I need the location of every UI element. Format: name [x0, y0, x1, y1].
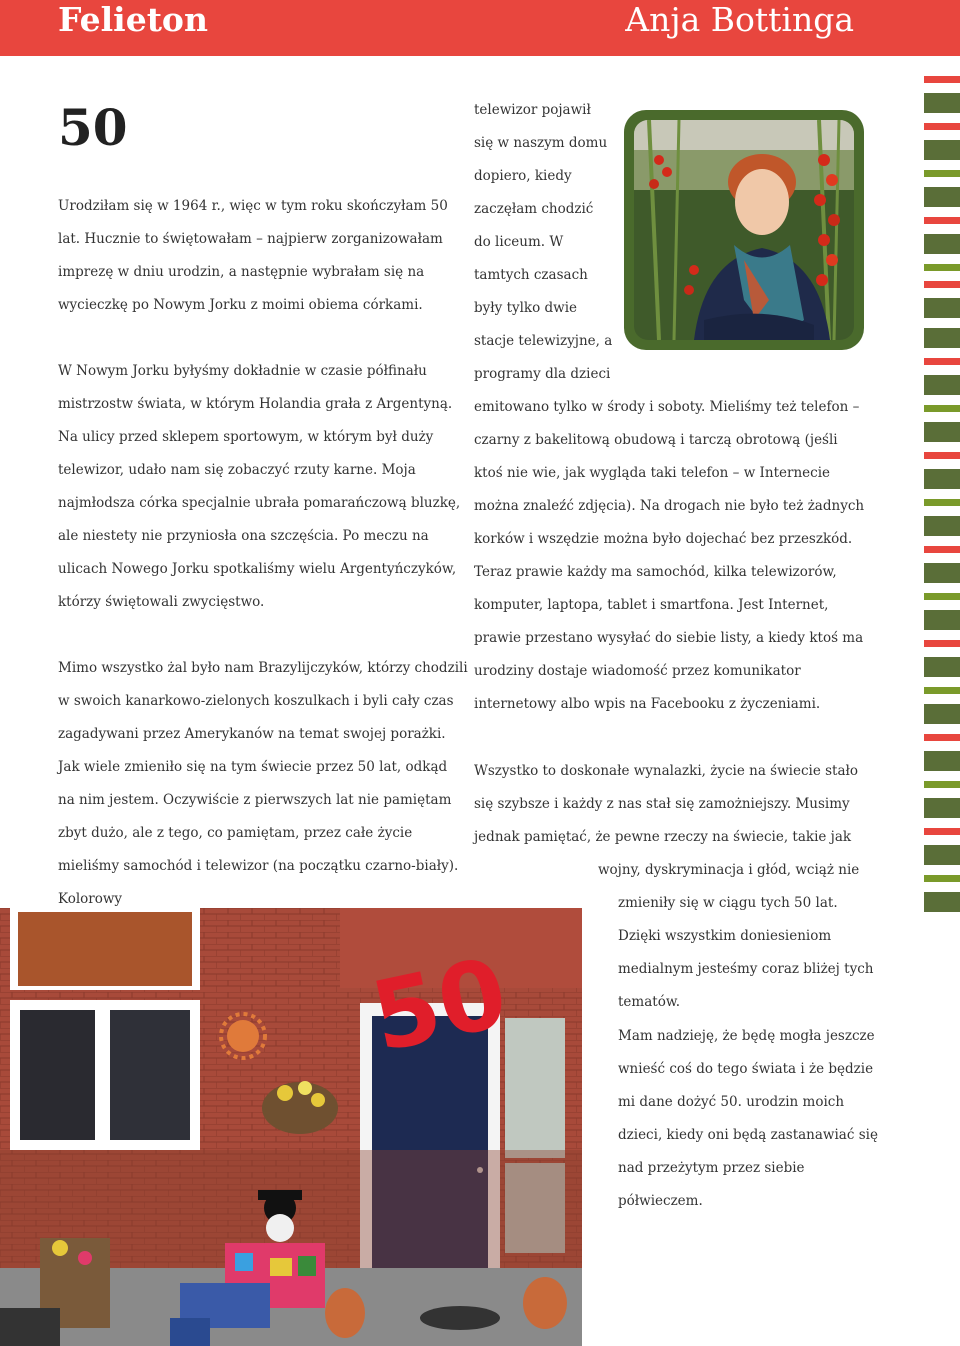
stripe [924, 93, 960, 113]
stripe [924, 405, 960, 412]
author-portrait-photo [634, 120, 854, 340]
article-title-number: 50 [58, 98, 128, 157]
stripe [924, 298, 960, 318]
right-paragraph-1-narrow: telewizor pojawił się w naszym domu dopiero, kiedy zaczęłam chodzić do liceum. W tamtych czasach były tylko dwie stacje telewizyjne, a programy dla dzieci [474, 102, 613, 382]
section-title: Felieton [58, 0, 208, 39]
stripe [924, 76, 960, 83]
stripe [924, 264, 960, 271]
stripe [924, 781, 960, 788]
stripe [924, 593, 960, 600]
stripe [924, 845, 960, 865]
stripe [924, 469, 960, 489]
stripe [924, 452, 960, 459]
stripe [924, 798, 960, 818]
house-photo [0, 908, 582, 1346]
decorative-stripes [920, 0, 960, 1346]
stripe [924, 751, 960, 771]
stripe [924, 375, 960, 395]
stripe [924, 328, 960, 348]
stripe [924, 828, 960, 835]
left-paragraph-2: W Nowym Jorku byłyśmy dokładnie w czasie półfinału mistrzostw świata, w którym Holandia grała z Argentyną. Na ulicy przed sklepem sportowym, w którym był duży telewizor, udało nam się zobaczyć rzuty karne. Moja najmłodsza córka specjalnie ubrała pomarańczową bluzkę, ale niestety nie przyniosła ona szczęścia. Po meczu na ulicach Nowego Jorku spotkaliśmy wielu Argentyńczyków, którzy świętowali zwycięstwo. [58, 363, 461, 610]
stripe [924, 704, 960, 724]
right-paragraph-2-narrow: zmieniły się w ciągu tych 50 lat. Dzięki wszystkim doniesieniom medialnym jesteśmy coraz bliżej tych tematów. [618, 895, 874, 1010]
stripe [924, 640, 960, 647]
left-paragraph-1: Urodziłam się w 1964 r., więc w tym roku skończyłam 50 lat. Hucznie to świętowałam – najpierw zorganizowałam imprezę w dniu urodzin, a następnie wybrałam się na wycieczkę po Nowym Jorku z moimi obiema córkami. [58, 198, 448, 313]
stripe [924, 140, 960, 160]
left-paragraph-3: Mimo wszystko żal było nam Brazylijczyków, którzy chodzili w swoich kanarkowo-zielonych koszulkach i byli cały czas zagadywani przez Amerykanów na temat swojej porażki. Jak wiele zmieniło się na tym świecie przez 50 lat, odkąd na nim jestem. Oczywiście z pierwszych lat nie pamiętam zbyt dużo, ale z tego, co pamiętam, przez całe życie mieliśmy samochód i telewizor (na początku czarno-biały). Kolorowy [58, 660, 468, 907]
author-portrait-frame [624, 110, 864, 350]
stripe [924, 187, 960, 207]
stripe [924, 875, 960, 882]
header-bar [0, 0, 960, 56]
stripe [924, 516, 960, 536]
right-paragraph-2-mid: wojny, dyskryminacja i głód, wciąż nie [598, 862, 860, 878]
stripe [924, 657, 960, 677]
stripe [924, 892, 960, 912]
stripe [924, 358, 960, 365]
stripe [924, 734, 960, 741]
stripe [924, 687, 960, 694]
right-paragraph-2-wide: Wszystko to doskonałe wynalazki, życie na świecie stało się szybsze i każdy z nas stał się zamożniejszy. Musimy jednak pamiętać, że pewne rzeczy na świecie, takie jak [474, 763, 859, 845]
stripe [924, 499, 960, 506]
stripe [924, 234, 960, 254]
stripe [924, 422, 960, 442]
right-paragraph-3: Mam nadzieję, że będę mogła jeszcze wnieść coś do tego świata i że będzie mi dane dożyć 50. urodzin moich dzieci, kiedy oni będą zastanawiać się nad przeżytym przez siebie półwieczem. [618, 1028, 878, 1209]
stripe [924, 217, 960, 224]
author-name: Anja Bottinga [625, 0, 854, 39]
stripe [924, 123, 960, 130]
stripe [924, 170, 960, 177]
stripe [924, 610, 960, 630]
stripe [924, 563, 960, 583]
stripe [924, 546, 960, 553]
right-paragraph-1-wide: emitowano tylko w środy i soboty. Mieliśmy też telefon – czarny z bakelitową obudową i tarczą obrotową (jeśli ktoś nie wie, jak wygląda taki telefon – w Internecie można znaleźć zdjęcia). Na drogach nie było też żadnych korków i wszędzie można było dojechać bez przeszkód. Teraz prawie każdy ma samochód, kilka telewizorów, komputer, laptopa, tablet i smartfona. Jest Internet, prawie przestano wysyłać do siebie listy, a kiedy ktoś ma urodziny dostaje wiadomość przez komunikator internetowy albo wpis na Facebooku z życzeniami. [474, 399, 865, 712]
stripe [924, 281, 960, 288]
birthday-balloon-50: 50 [362, 936, 517, 1074]
